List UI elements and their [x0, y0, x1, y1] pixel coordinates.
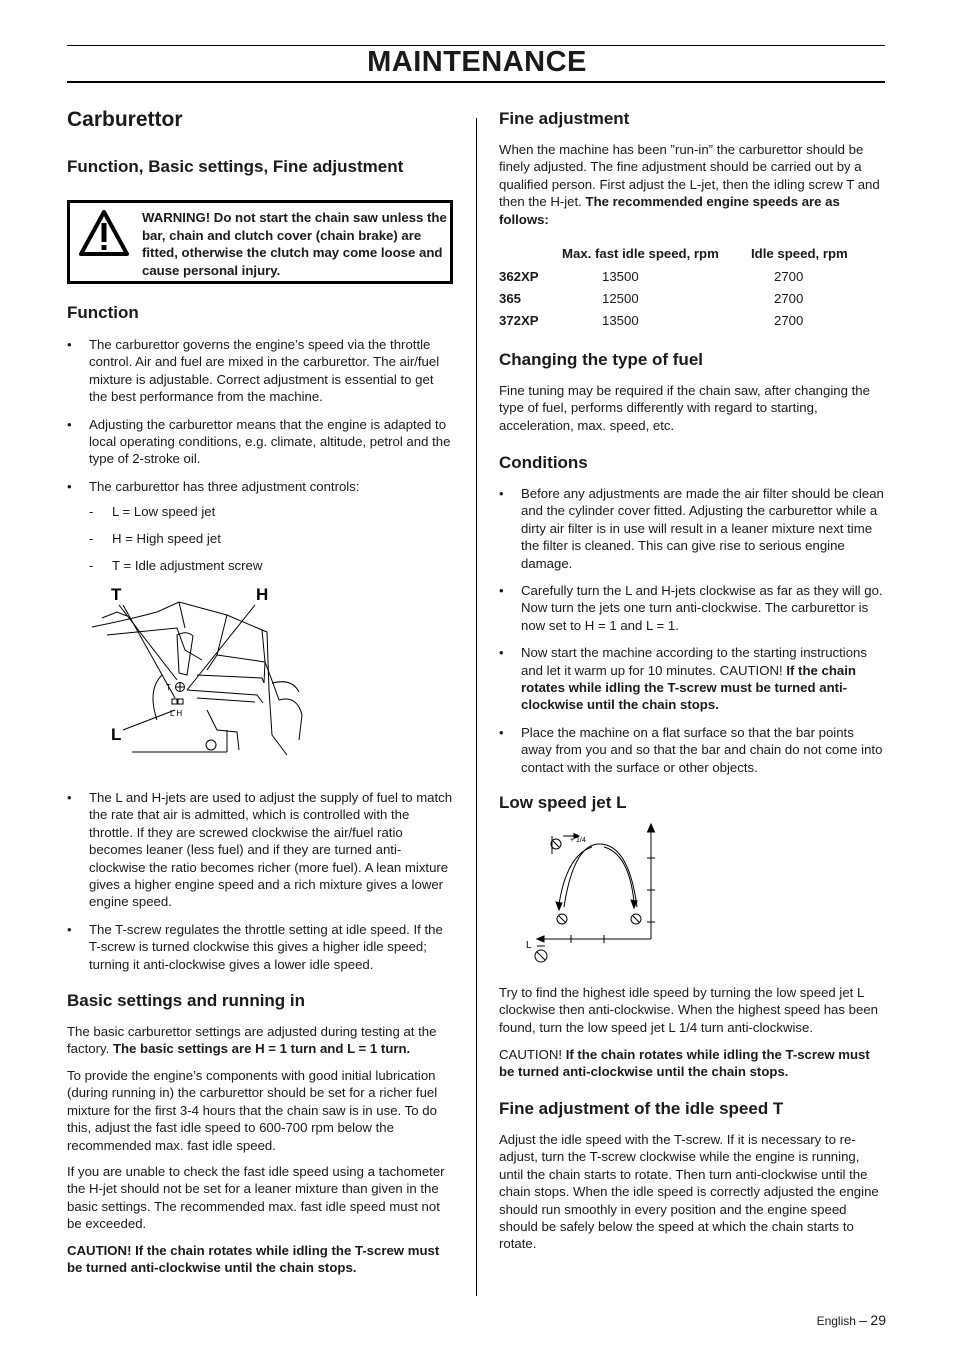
idle-speed-title: Fine adjustment of the idle speed T	[499, 1099, 784, 1118]
fine-text: When the machine has been ”run-in” the carburettor should be finely adjusted. The fine adjustment should be carried out by a qualified person. First adjust the L-jet, then the idling screw T and then the H-jet.	[499, 142, 880, 210]
figure-label-t: T	[111, 585, 122, 604]
table-header-max: Max. fast idle speed, rpm	[562, 246, 719, 261]
table-header-idle: Idle speed, rpm	[751, 246, 848, 261]
list-item	[499, 644, 887, 714]
list-item: • The carburettor governs the engine’s speed via the throttle control. Air and fuel are mixed in the carburettor. The air/fuel mixture is adjustable. Correct adjustment is essential to get the best performance from the machine.	[67, 336, 453, 406]
warning-triangle-icon	[78, 209, 130, 257]
figure-label-l: L	[111, 725, 122, 744]
header-rule-bottom	[67, 81, 885, 83]
engine-speed-table	[499, 246, 887, 336]
idle-speed-paragraph: Adjust the idle speed with the T-screw. If it is necessary to re-adjust, turn the T-screw clockwise while the engine is running, until the chain starts to rotate. Then turn anti-clockwise until the chain stops. When the idle speed is correctly adjusted the engine should run smoothly in every position and the engine speed should be safely below the speed at which the chain starts to rotate.	[499, 1132, 879, 1252]
table-cell-max: 13500	[602, 269, 639, 284]
table-cell-idle: 2700	[774, 291, 804, 306]
condition-text: Now start the machine according to the starting instructions and let it warm up for 10 minutes. CAUTION!	[521, 645, 867, 678]
figure-small-t: T	[166, 683, 171, 692]
basic-paragraph-1	[67, 1023, 455, 1058]
fine-bold-text: The recommended engine speeds are as follows:	[499, 194, 840, 227]
caution-bold-text: If the chain rotates while idling the T-screw must be turned anti-clockwise until the chain stops.	[499, 1047, 870, 1080]
list-item: - L = Low speed jet	[67, 503, 453, 520]
basic-paragraph-3: If you are unable to check the fast idle speed using a tachometer the H-jet should not be set for a leaner mixture than given in the basic settings. The recommended max. fast idle speed must not be exceeded.	[67, 1164, 445, 1232]
figure-quarter-label: + 1/4	[570, 837, 586, 844]
conditions-list	[499, 485, 887, 776]
list-item: - H = High speed jet	[67, 530, 453, 547]
figure-l-label: L	[526, 940, 532, 951]
column-divider	[476, 118, 477, 1296]
footer-language: English	[816, 1314, 856, 1328]
list-item: • Place the machine on a flat surface so that the bar points away from you and so that the bar and chain do not come into contact with the surface or other objects.	[499, 724, 887, 776]
caution-text: CAUTION!	[499, 1047, 563, 1062]
warning-text: WARNING! Do not start the chain saw unless the bar, chain and clutch cover (chain brake) are fitted, otherwise the clutch may come loose and cause personal injury.	[142, 210, 447, 278]
page-footer	[817, 1312, 886, 1328]
left-column	[67, 100, 457, 1290]
list-item: • The carburettor has three adjustment controls:	[67, 478, 453, 495]
section-title: Carburettor	[67, 108, 183, 131]
figure-small-lh: L H	[170, 709, 183, 718]
table-cell-idle: 2700	[774, 269, 804, 284]
basic-text: The basic carburettor settings are adjusted during testing at the factory.	[67, 1024, 437, 1057]
page-number: 29	[870, 1312, 886, 1328]
list-item: • The T-screw regulates the throttle setting at idle speed. If the T-screw is turned clockwise this gives a higher idle speed; turning it anti-clockwise gives a lower idle speed.	[67, 921, 453, 973]
table-cell-model: 372XP	[499, 313, 539, 328]
low-speed-figure	[519, 822, 669, 970]
carburettor-figure	[67, 580, 317, 765]
fuel-paragraph: Fine tuning may be required if the chain saw, after changing the type of fuel, performs differently with regard to starting, acceleration, max. speed, etc.	[499, 383, 870, 433]
table-cell-model: 365	[499, 291, 522, 306]
controls-list	[67, 503, 453, 574]
table-cell-max: 13500	[602, 313, 639, 328]
subsection-title: Function, Basic settings, Fine adjustment	[67, 157, 404, 176]
table-cell-max: 12500	[602, 291, 639, 306]
list-item: - T = Idle adjustment screw	[67, 557, 453, 574]
low-speed-caution	[499, 1046, 887, 1081]
footer-dash: –	[859, 1312, 868, 1328]
list-item: • Adjusting the carburettor means that the engine is adapted to local operating conditions, e.g. climate, altitude, petrol and the type of 2-stroke oil.	[67, 416, 453, 468]
right-column	[499, 100, 887, 1290]
jet-list	[67, 789, 453, 973]
basic-caution: CAUTION! If the chain rotates while idling the T-screw must be turned anti-clockwise until the chain stops.	[67, 1243, 440, 1276]
table-cell-model: 362XP	[499, 269, 539, 284]
basic-bold-text: The basic settings are H = 1 turn and L = 1 turn.	[112, 1041, 411, 1057]
low-speed-title: Low speed jet L	[499, 793, 627, 812]
list-item: • Carefully turn the L and H-jets clockwise as far as they will go. Now turn the jets one turn anti-clockwise. The carburettor is now set to H = 1 and L = 1.	[499, 582, 887, 634]
page-title: MAINTENANCE	[367, 46, 587, 78]
list-item: • Before any adjustments are made the air filter should be clean and the cylinder cover fitted. Adjusting the carburettor while a dirty air filter is in use will result in a leaner mixture next time the filter is cleaned. This can give rise to serious engine damage.	[499, 485, 887, 572]
fine-adjustment-title: Fine adjustment	[499, 109, 630, 128]
basic-paragraph-2: To provide the engine’s components with good initial lubrication (during running in) the carburettor should be set for a richer fuel mixture for the first 3-4 hours that the chain saw is in use. To do this, adjust the fast idle speed to 600-700 rpm below the recommended max. fast idle speed.	[67, 1068, 438, 1153]
conditions-title: Conditions	[499, 453, 588, 472]
condition-bold-text: If the chain rotates while idling the T-screw must be turned anti-clockwise until the chain stops.	[521, 662, 856, 713]
fuel-title: Changing the type of fuel	[499, 350, 703, 369]
basic-settings-title: Basic settings and running in	[67, 991, 306, 1010]
function-list	[67, 336, 453, 495]
warning-box	[67, 200, 453, 284]
table-cell-idle: 2700	[774, 313, 804, 328]
list-item: • The L and H-jets are used to adjust the supply of fuel to match the rate that air is admitted, which is controlled with the throttle. If they are screwed clockwise the air/fuel ratio becomes leaner (less fuel) and if they are turned anti-clockwise the ratio becomes richer (more fuel). A lean mixture gives a higher engine speed and a rich mixture gives a lower engine speed.	[67, 789, 453, 911]
low-speed-paragraph: Try to find the highest idle speed by turning the low speed jet L clockwise then anti-clockwise. When the highest speed has been found, turn the low speed jet L 1/4 turn anti-clockwise.	[499, 985, 878, 1035]
figure-label-h: H	[256, 585, 269, 604]
fine-paragraph	[499, 141, 887, 228]
function-title: Function	[67, 303, 139, 322]
